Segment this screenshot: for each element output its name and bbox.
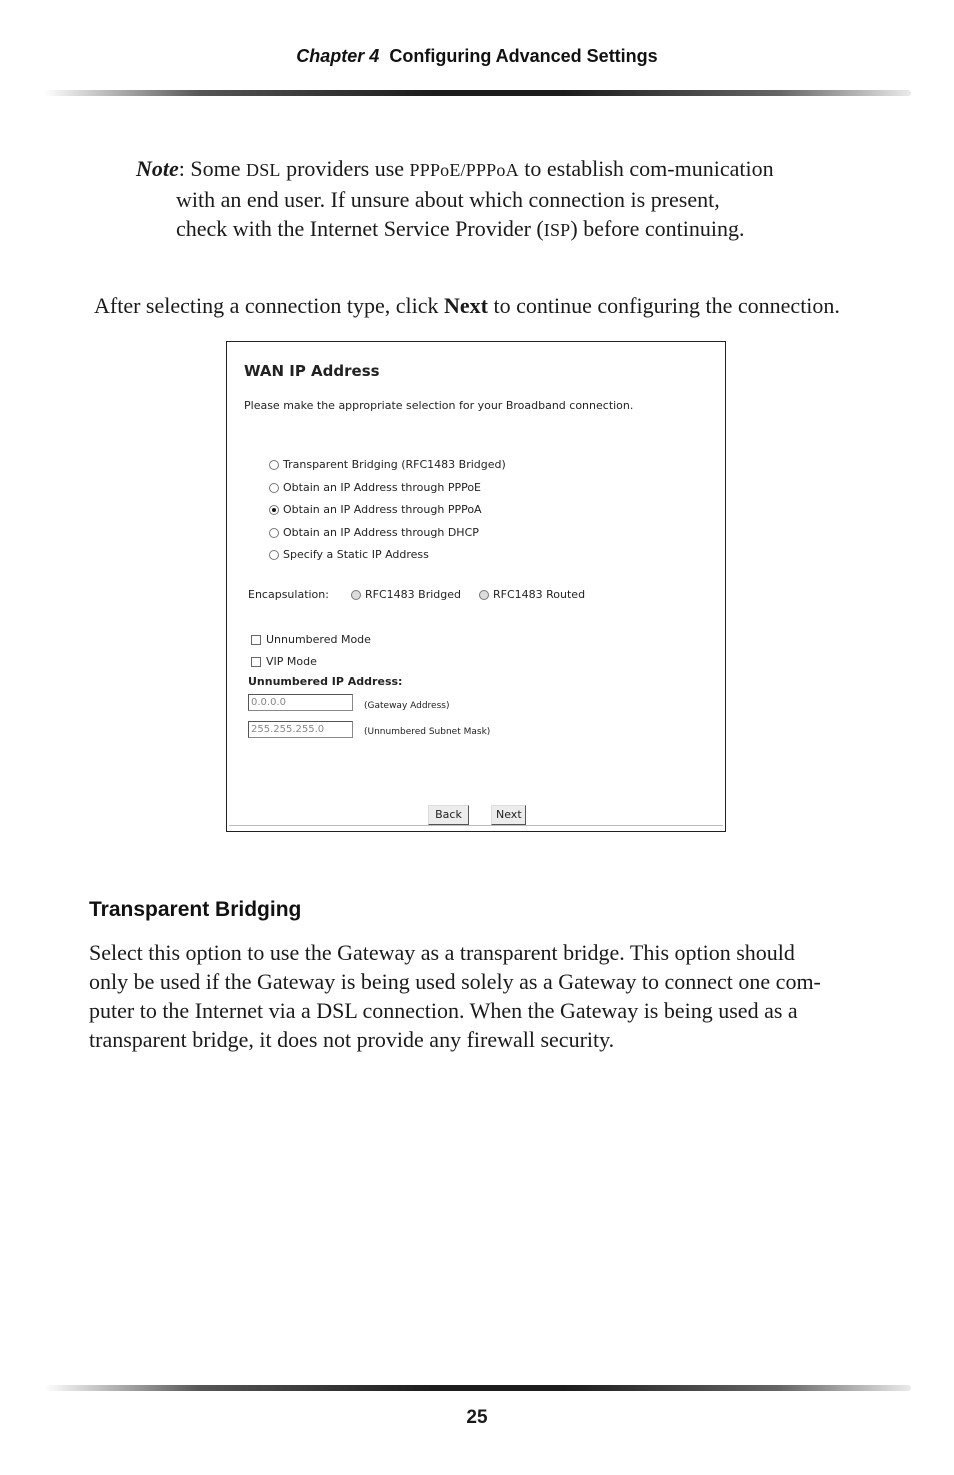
subnet-mask-input[interactable]: 255.255.255.0 bbox=[248, 721, 353, 738]
wan-subtitle: Please make the appropriate selection for your Broadband connection. bbox=[244, 399, 634, 412]
note-pppoe: PPPoE/PPPoA bbox=[409, 160, 519, 180]
note-text: providers use bbox=[280, 156, 410, 181]
option-dhcp[interactable] bbox=[269, 526, 479, 539]
option-label: Obtain an IP Address through DHCP bbox=[283, 526, 479, 539]
section-paragraph bbox=[89, 938, 859, 1054]
wan-ip-screenshot bbox=[226, 341, 726, 832]
paragraph-line: transparent bridge, it does not provide any firewall security. bbox=[89, 1027, 615, 1052]
intro-text: to continue configuring the connection. bbox=[488, 293, 840, 318]
next-button[interactable]: Next bbox=[491, 805, 526, 825]
option-static-ip[interactable] bbox=[269, 548, 429, 561]
option-pppoa[interactable] bbox=[269, 503, 482, 516]
panel-divider bbox=[229, 825, 723, 826]
radio-icon[interactable] bbox=[269, 550, 279, 560]
vip-mode-checkbox[interactable] bbox=[251, 655, 317, 668]
option-label: Obtain an IP Address through PPPoE bbox=[283, 481, 482, 494]
intro-next-word: Next bbox=[444, 293, 489, 318]
unnumbered-ip-label: Unnumbered IP Address: bbox=[248, 675, 403, 688]
wan-title: WAN IP Address bbox=[244, 362, 380, 380]
section-heading: Transparent Bridging bbox=[89, 898, 302, 921]
radio-icon[interactable] bbox=[269, 460, 279, 470]
note-text: : Some bbox=[178, 156, 246, 181]
note-dsl: DSL bbox=[246, 160, 281, 180]
chapter-number: Chapter 4 bbox=[296, 46, 380, 66]
page-number: 25 bbox=[466, 1407, 488, 1428]
checkbox-label: VIP Mode bbox=[266, 655, 317, 668]
radio-icon[interactable] bbox=[479, 590, 489, 600]
checkbox-label: Unnumbered Mode bbox=[266, 633, 371, 646]
back-button[interactable]: Back bbox=[428, 805, 469, 825]
gateway-address-input[interactable]: 0.0.0.0 bbox=[248, 694, 353, 711]
paragraph-line: puter to the Internet via a DSL connection. When the Gateway is being used as a bbox=[89, 998, 798, 1023]
option-transparent-bridging[interactable] bbox=[269, 458, 506, 471]
note-isp: ISP bbox=[543, 220, 571, 240]
radio-selected-icon[interactable] bbox=[269, 505, 279, 515]
note-block bbox=[136, 154, 776, 245]
radio-icon[interactable] bbox=[269, 528, 279, 538]
chapter-title: Configuring Advanced Settings bbox=[389, 46, 658, 66]
encap-rfc1483-routed[interactable] bbox=[479, 588, 585, 601]
option-pppoe[interactable] bbox=[269, 481, 481, 494]
checkbox-icon[interactable] bbox=[251, 657, 261, 667]
encap-option-label: RFC1483 Bridged bbox=[365, 588, 461, 601]
option-label: Obtain an IP Address through PPPoA bbox=[283, 503, 482, 516]
encap-rfc1483-bridged[interactable] bbox=[351, 588, 461, 601]
radio-icon[interactable] bbox=[351, 590, 361, 600]
unnumbered-mode-checkbox[interactable] bbox=[251, 633, 371, 646]
radio-icon[interactable] bbox=[269, 483, 279, 493]
subnet-mask-hint: (Unnumbered Subnet Mask) bbox=[364, 727, 491, 737]
header-rule bbox=[44, 90, 911, 96]
note-text: to establish com-munication with an end user. If unsure about which connection is present, check with the Internet Service Provider ( bbox=[176, 156, 774, 241]
option-label: Specify a Static IP Address bbox=[283, 548, 429, 561]
note-text: ) before continuing. bbox=[570, 216, 745, 241]
running-header bbox=[0, 46, 954, 67]
paragraph-line: Select this option to use the Gateway as a transparent bridge. This option should bbox=[89, 940, 795, 965]
intro-paragraph bbox=[94, 291, 914, 320]
option-label: Transparent Bridging (RFC1483 Bridged) bbox=[283, 458, 506, 471]
intro-text: After selecting a connection type, click bbox=[94, 293, 445, 318]
note-label: Note bbox=[136, 156, 179, 181]
paragraph-line: only be used if the Gateway is being used solely as a Gateway to connect one com- bbox=[89, 969, 821, 994]
checkbox-icon[interactable] bbox=[251, 635, 261, 645]
footer-rule bbox=[44, 1385, 911, 1391]
encap-option-label: RFC1483 Routed bbox=[493, 588, 586, 601]
gateway-address-hint: (Gateway Address) bbox=[364, 701, 450, 711]
encapsulation-label: Encapsulation: bbox=[248, 588, 329, 601]
